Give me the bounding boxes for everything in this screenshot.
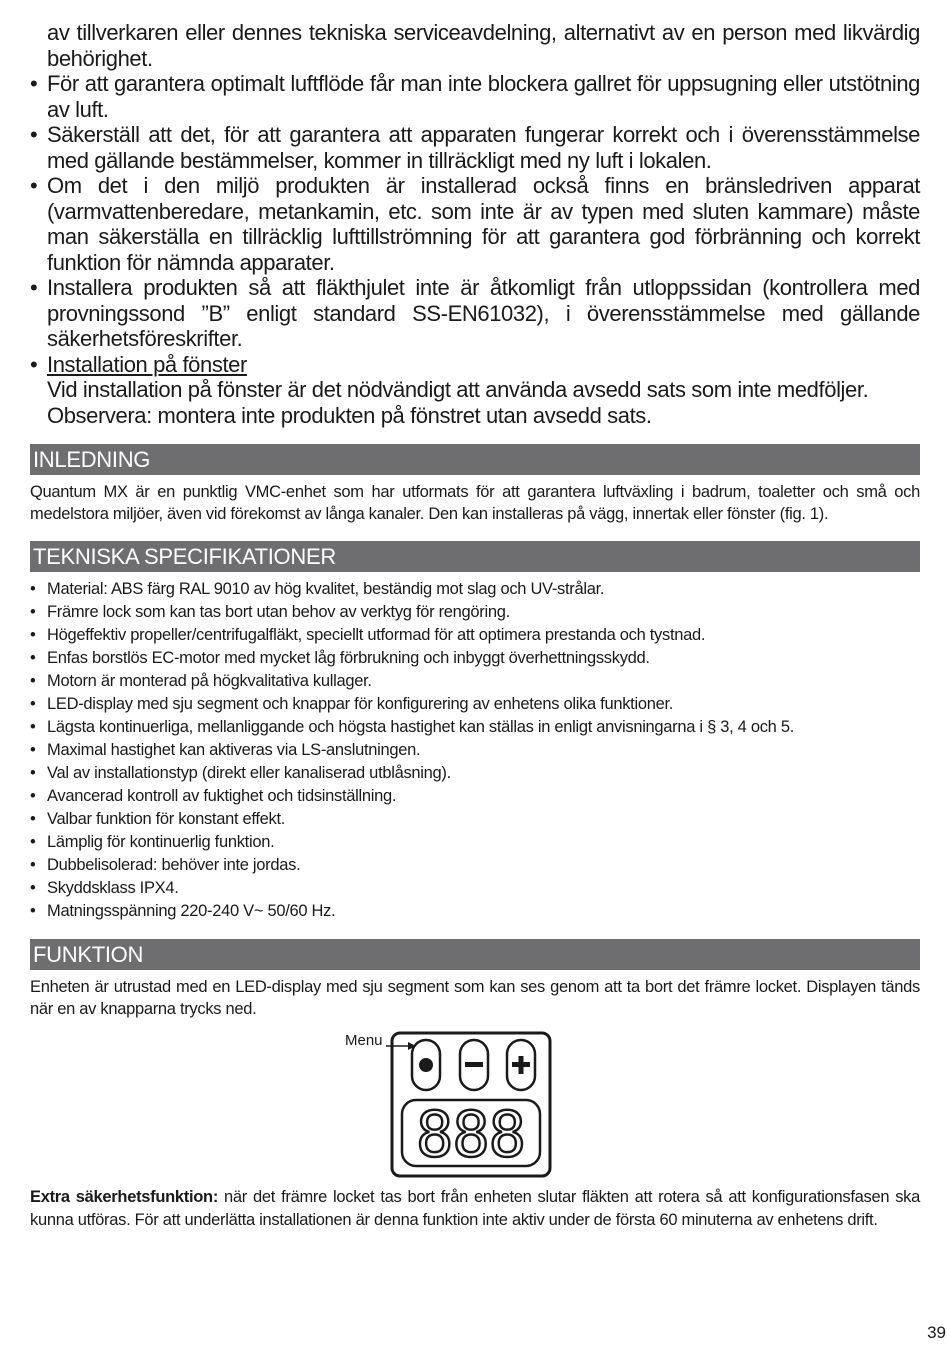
page-number: 39	[927, 1323, 946, 1342]
spec-item: • Maximal hastighet kan aktiveras via LS-anslutningen.	[30, 739, 920, 762]
spec-item: • Avancerad kontroll av fuktighet och tidsinställning.	[30, 785, 920, 808]
extra-safety-text: när det främre locket tas bort från enheten slutar fläkten att rotera så att konfigurationsfasen ska kunna utföras. För att underlätta installationen är denna funktion inte aktiv under de första 60 minuterna av enhetens drift.	[30, 1188, 921, 1229]
extra-safety-label: Extra säkerhetsfunktion:	[30, 1188, 219, 1206]
spec-item: • Lägsta kontinuerliga, mellanliggande och högsta hastighet kan ställas in enligt anvisningarna i § 3, 4 och 5.	[30, 716, 920, 739]
window-install-heading: Installation på fönster	[47, 351, 247, 377]
plus-icon-v	[519, 1056, 524, 1074]
led-digits: 888	[416, 1098, 526, 1171]
section-heading-inledning: INLEDNING	[30, 444, 920, 475]
document-page	[30, 20, 920, 1232]
spec-item: • Motorn är monterad på högkvalitativa kullager.	[30, 670, 920, 693]
spec-item: • Dubbelisolerad: behöver inte jordas.	[30, 854, 920, 877]
menu-label: Menu	[345, 1032, 383, 1049]
spec-item: • Val av installationstyp (direkt eller kanaliserad utblåsning).	[30, 762, 920, 785]
spec-item: • Lämplig för kontinuerlig funktion.	[30, 831, 920, 854]
menu-dot-icon	[419, 1058, 433, 1072]
bullet-item: • Installera produkten så att fläkthjulet inte är åtkomligt från utloppssidan (kontrollera med provningssond ”B” enligt standard SS-EN61032), i överensstämmelse med gällande säkerhetsföreskrifter.	[30, 275, 920, 352]
specs-list	[30, 578, 920, 923]
control-panel-diagram	[30, 1028, 920, 1178]
continuation-text: av tillverkaren eller dennes tekniska serviceavdelning, alternativt av en person med likvärdig behörighet.	[47, 20, 920, 71]
spec-item: • Skyddsklass IPX4.	[30, 877, 920, 900]
spec-item: • Matningsspänning 220-240 V~ 50/60 Hz.	[30, 900, 920, 923]
spec-item: • Valbar funktion för konstant effekt.	[30, 808, 920, 831]
bullet-item: • För att garantera optimalt luftflöde får man inte blockera gallret för uppsugning eller utstötning av luft.	[30, 71, 920, 122]
extra-safety-paragraph	[30, 1186, 920, 1232]
window-install-item	[30, 352, 920, 378]
spec-item: • Högeffektiv propeller/centrifugalfläkt, speciellt utformad för att optimera prestanda och tystnad.	[30, 624, 920, 647]
spec-item: • Främre lock som kan tas bort utan behov av verktyg för rengöring.	[30, 601, 920, 624]
control-panel-svg	[30, 1028, 920, 1178]
window-install-note: Observera: montera inte produkten på fönstret utan avsedd sats.	[47, 402, 652, 428]
window-install-text: Vid installation på fönster är det nödvändigt att använda avsedd sats som inte medföljer.	[47, 377, 869, 402]
spec-item: • Enfas borstlös EC-motor med mycket låg förbrukning och inbyggt överhettningsskydd.	[30, 647, 920, 670]
section-heading-funktion: FUNKTION	[30, 939, 920, 970]
inledning-text: Quantum MX är en punktlig VMC-enhet som har utformats för att garantera luftväxling i badrum, toaletter och små och medelstora miljöer, även vid förekomst av långa kanaler. Den kan installeras på vägg, innertak eller fönster (fig. 1).	[30, 483, 920, 523]
bullet-item: • Om det i den miljö produkten är installerad också finns en bränsledriven apparat (varmvattenberedare, metankamin, etc. som inte är av typen med sluten kammare) måste man säkerställa en tillräcklig lufttillströmning för att garantera god förbränning och korrekt funktion för nämnda apparater.	[30, 173, 920, 275]
funktion-text: Enheten är utrustad med en LED-display med sju segment som kan ses genom att ta bort det främre locket. Displayen tänds när en av knapparna trycks ned.	[30, 978, 920, 1018]
minus-icon	[465, 1062, 483, 1067]
intro-block	[30, 20, 920, 428]
bullet-item: • Säkerställ att det, för att garantera att apparaten fungerar korrekt och i överensstämmelse med gällande bestämmelser, kommer in tillräckligt med ny luft i lokalen.	[30, 122, 920, 173]
spec-item: • Material: ABS färg RAL 9010 av hög kvalitet, beständig mot slag och UV-strålar.	[30, 578, 920, 601]
spec-item: • LED-display med sju segment och knappar för konfigurering av enhetens olika funktioner.	[30, 693, 920, 716]
section-heading-specs: TEKNISKA SPECIFIKATIONER	[30, 541, 920, 572]
